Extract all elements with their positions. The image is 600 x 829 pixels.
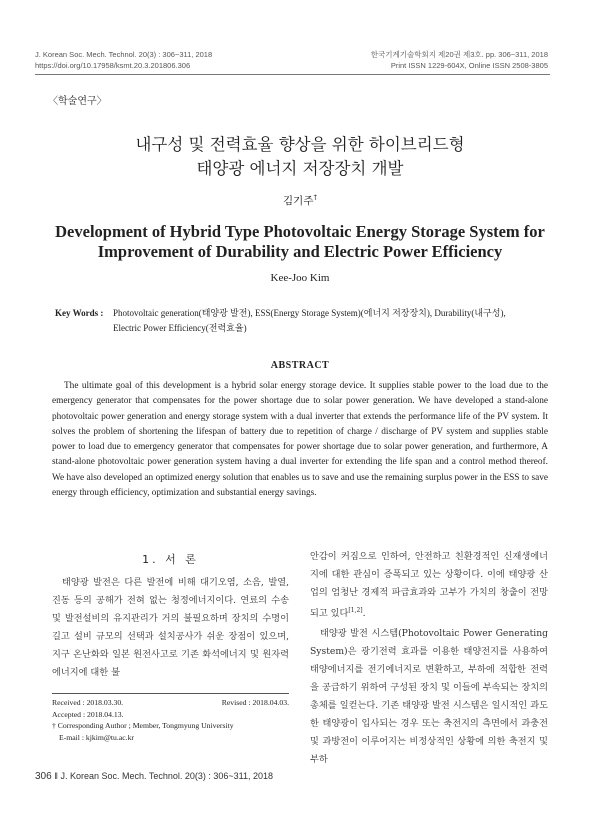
english-title xyxy=(40,222,560,262)
received-date: Received : 2018.03.30. xyxy=(52,698,124,707)
author-email[interactable]: E-mail : kjkim@tu.ac.kr xyxy=(59,732,134,742)
citation-ref[interactable]: [1,2] xyxy=(348,607,363,614)
footnote xyxy=(52,697,289,743)
running-header-right xyxy=(371,49,548,71)
keywords-line-1: Photovoltaic generation(태양광 발전), ESS(Energy Storage System)(에너지 저장장치), Durability(내구성), xyxy=(113,308,506,318)
dates-row xyxy=(52,697,289,709)
intro-paragraph-2: 태양광 발전 시스템(Photovoltaic Power Generating System)은 광기전력 효과를 이용한 태양전지를 사용하여 태양에너지를 전기에너지로 변환하고, 부하에 적합한 전력을 공급하기 위하여 구성된 장치 및 이들에 부속되는 장치의 총체를 일컫는다. 기존 태양광 발전 시스템은 일시적인 과도한 태양광이 입사되는 경우 또는 축전지의 측면에서 과충전 및 과방전이 이루어지는 비정상적인 상황에 의한 축전지 및 부하 xyxy=(310,628,548,766)
footer-separator: ‖ xyxy=(54,771,58,781)
corresponding-author: † Corresponding Author ; Member, Tongmyung University xyxy=(52,721,234,730)
english-title-line-1: Development of Hybrid Type Photovoltaic Energy Storage System for xyxy=(55,222,545,241)
intro-right-column xyxy=(310,548,548,769)
issn-line: Print ISSN 1229-604X, Online ISSN 2508-3805 xyxy=(390,61,548,70)
korean-journal-citation: 한국기계기술학회지 제20권 제3호. pp. 306~311, 2018 xyxy=(370,50,548,59)
abstract-heading: ABSTRACT xyxy=(270,360,330,371)
page-footer xyxy=(35,771,273,782)
english-author: Kee-Joo Kim xyxy=(270,272,330,284)
korean-title-line-1: 내구성 및 전력효율 향상을 위한 하이브리드형 xyxy=(135,135,465,154)
footnote-rule xyxy=(52,693,289,694)
section-heading-introduction: 1. 서 론 xyxy=(142,553,199,566)
accepted-date: Accepted : 2018.04.13. xyxy=(52,709,124,719)
keywords-line-2: Electric Power Efficiency(전력효율) xyxy=(113,323,247,333)
keywords-text xyxy=(113,306,553,336)
korean-title-line-2: 태양광 에너지 저장장치 개발 xyxy=(196,159,404,178)
running-header-left xyxy=(35,49,212,71)
revised-date: Revised : 2018.04.03. xyxy=(221,698,289,707)
korean-title xyxy=(0,133,600,181)
intro-paragraph-1: 안감이 커짐으로 인하여, 안전하고 친환경적인 신재생에너지에 대한 관심이 증폭되고 있는 상황이다. 이에 태양광 산업의 엄청난 경제적 파급효과와 고부가 가치의 창출이 전망되고 있다[1,2]. xyxy=(310,551,548,620)
korean-author-name: 김기주 xyxy=(283,195,314,207)
keywords-label: Key Words : xyxy=(55,308,104,318)
journal-citation: J. Korean Soc. Mech. Technol. 20(3) : 306~311, 2018 xyxy=(35,50,213,59)
english-title-line-2: Improvement of Durability and Electric Power Efficiency xyxy=(97,242,503,261)
korean-author xyxy=(0,193,600,208)
abstract-body: The ultimate goal of this development is a hybrid solar energy storage device. It supplies stable power to the load due to the emergency generator that compensates for the power shortage due to solar power generation. We have developed a stand-alone photovoltaic power generation and energy storage system with a dual inverter that extends the performance life of the PV system. It solves the problem of shortening the lifespan of battery due to repetition of charge / discharge of PV system and supplies stable power to load due to emergency generator that compensates for power shortage due to solar power generation, and furthermore, A stand-alone photovoltaic power generation system having a dual inverter for extending the life span and a control method thereof. We have also developed an optimized energy solution that enables us to save and use the remaining surplus power in the ESS to save energy through efficiency, optimization and substantial energy savings. xyxy=(52,381,548,499)
page-number: 306 xyxy=(35,771,52,782)
header-rule xyxy=(35,74,550,75)
corresponding-mark: † xyxy=(313,193,317,202)
footer-journal: J. Korean Soc. Mech. Technol. 20(3) : 306~311, 2018 xyxy=(60,771,273,781)
article-category: 〈학술연구〉 xyxy=(48,96,107,107)
doi-link[interactable]: https://doi.org/10.17958/ksmt.20.3.201806.306 xyxy=(35,61,191,70)
intro-left-column: 태양광 발전은 다른 발전에 비해 대기오염, 소음, 발열, 진동 등의 공해가 전혀 없는 청정에너지이다. 연료의 수송 및 발전설비의 유지관리가 거의 불필요하며 장치의 수명이 길고 설비 규모의 선택과 설치공사가 쉬운 장점이 있으며, 지구 온난화와 일본 원전사고로 기존 화석에너지 및 원자력 에너지에 대한 불 xyxy=(52,577,289,678)
